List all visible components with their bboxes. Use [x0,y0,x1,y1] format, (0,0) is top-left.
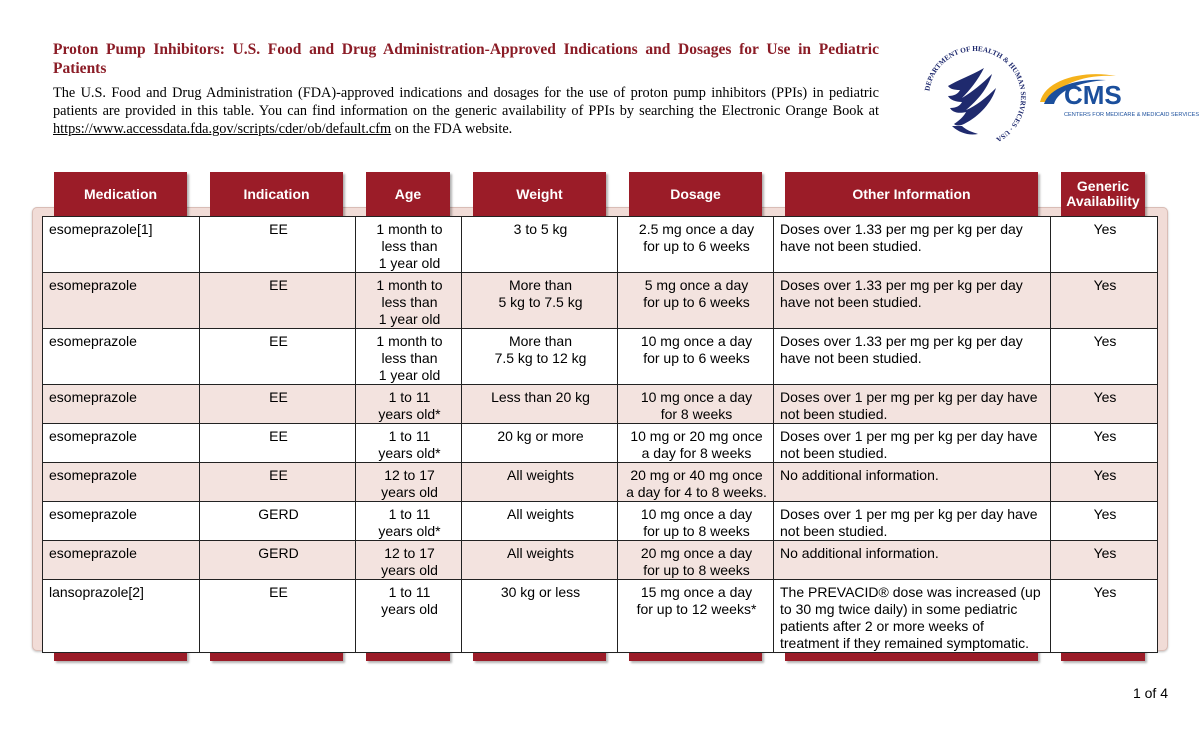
cell-indication: GERD [200,502,356,541]
page-title: Proton Pump Inhibitors: U.S. Food and Drug Administration-Approved Indications and Dosages for Use in Pediatric Patients [53,41,879,77]
cell-indication: EE [200,385,356,424]
header-age: Age [366,172,450,216]
cell-dosage: 5 mg once a day for up to 6 weeks [618,273,774,329]
table-row [43,463,1158,502]
cell-other: Doses over 1.33 per mg per kg per day have not been studied. [774,273,1051,329]
cell-weight: More than 7.5 kg to 12 kg [462,329,618,385]
table-row [43,424,1158,463]
cell-medication: esomeprazole [43,385,200,424]
cell-generic: Yes [1051,541,1158,580]
cell-generic: Yes [1051,502,1158,541]
header-medication: Medication [54,172,187,216]
table-row [43,385,1158,424]
cell-generic: Yes [1051,424,1158,463]
cell-other: No additional information. [774,541,1051,580]
cell-dosage: 20 mg or 40 mg once a day for 4 to 8 weeks. [618,463,774,502]
page-number: 1 of 4 [1132,685,1168,701]
cell-medication: esomeprazole [43,541,200,580]
cell-weight: All weights [462,502,618,541]
cell-generic: Yes [1051,580,1158,653]
header-generic-availability: Generic Availability [1061,172,1145,216]
cell-other: Doses over 1 per mg per kg per day have not been studied. [774,502,1051,541]
cms-logo [1036,68,1200,124]
table-row [43,502,1158,541]
cell-age: 1 month to less than 1 year old [356,273,462,329]
cell-other: Doses over 1 per mg per kg per day have not been studied. [774,424,1051,463]
header-weight: Weight [473,172,606,216]
cell-dosage: 2.5 mg once a day for up to 6 weeks [618,217,774,273]
cell-indication: EE [200,217,356,273]
table-row [43,580,1158,653]
cell-dosage: 10 mg once a day for up to 6 weeks [618,329,774,385]
header-dosage: Dosage [629,172,762,216]
cell-other: Doses over 1.33 per mg per kg per day have not been studied. [774,217,1051,273]
cell-other: The PREVACID® dose was increased (up to 30 mg twice daily) in some pediatric patients after 2 or more weeks of treatment if they remained symptomatic. [774,580,1051,653]
cell-medication: lansoprazole[2] [43,580,200,653]
hhs-ring-text: DEPARTMENT OF HEALTH & HUMAN SERVICES · USA [923,44,1028,144]
cell-indication: EE [200,273,356,329]
cell-age: 1 to 11 years old [356,580,462,653]
cell-weight: 3 to 5 kg [462,217,618,273]
header-indication: Indication [210,172,343,216]
cell-age: 12 to 17 years old [356,541,462,580]
cell-weight: All weights [462,541,618,580]
cell-other: Doses over 1 per mg per kg per day have not been studied. [774,385,1051,424]
table-row [43,329,1158,385]
ppi-table [42,216,1158,653]
cell-other: No additional information. [774,463,1051,502]
cell-indication: EE [200,424,356,463]
cell-generic: Yes [1051,463,1158,502]
cell-generic: Yes [1051,385,1158,424]
cell-dosage: 10 mg once a day for up to 8 weeks [618,502,774,541]
eagle-icon [948,68,996,135]
header-other-information: Other Information [785,172,1038,216]
cell-dosage: 20 mg once a day for up to 8 weeks [618,541,774,580]
cell-indication: EE [200,580,356,653]
intro-paragraph [53,84,879,138]
cell-other: Doses over 1.33 per mg per kg per day have not been studied. [774,329,1051,385]
cell-indication: EE [200,329,356,385]
cell-age: 12 to 17 years old [356,463,462,502]
cell-weight: All weights [462,463,618,502]
cell-generic: Yes [1051,273,1158,329]
cell-weight: More than 5 kg to 7.5 kg [462,273,618,329]
cell-dosage: 15 mg once a day for up to 12 weeks* [618,580,774,653]
cell-dosage: 10 mg once a day for 8 weeks [618,385,774,424]
cell-medication: esomeprazole [43,424,200,463]
cms-subtext: CENTERS FOR MEDICARE & MEDICAID SERVICES [1064,112,1200,118]
intro-text: The U.S. Food and Drug Administration (FDA)-approved indications and dosages for the use of proton pump inhibitors (PPIs) in pediatric patients are provided in this table. You can find information on the generic availability of PPIs by searching the Electronic Orange Book at [53,85,879,119]
cell-age: 1 to 11 years old* [356,385,462,424]
cell-weight: 20 kg or more [462,424,618,463]
table-row [43,541,1158,580]
cell-age: 1 month to less than 1 year old [356,217,462,273]
cell-weight: Less than 20 kg [462,385,618,424]
table-row [43,273,1158,329]
intro-text-end: on the FDA website. [391,121,513,137]
cell-indication: EE [200,463,356,502]
cell-age: 1 to 11 years old* [356,502,462,541]
cell-medication: esomeprazole [43,329,200,385]
cell-generic: Yes [1051,329,1158,385]
cell-medication: esomeprazole [43,463,200,502]
cell-indication: GERD [200,541,356,580]
cell-age: 1 to 11 years old* [356,424,462,463]
cell-dosage: 10 mg or 20 mg once a day for 8 weeks [618,424,774,463]
cell-weight: 30 kg or less [462,580,618,653]
orange-book-link[interactable]: https://www.accessdata.fda.gov/scripts/cder/ob/default.cfm [53,121,392,137]
cell-generic: Yes [1051,217,1158,273]
hhs-logo [918,40,1032,154]
cms-wordmark: CMS [1064,80,1122,110]
cell-medication: esomeprazole [43,502,200,541]
cell-age: 1 month to less than 1 year old [356,329,462,385]
cell-medication: esomeprazole[1] [43,217,200,273]
table-row [43,217,1158,273]
cell-medication: esomeprazole [43,273,200,329]
